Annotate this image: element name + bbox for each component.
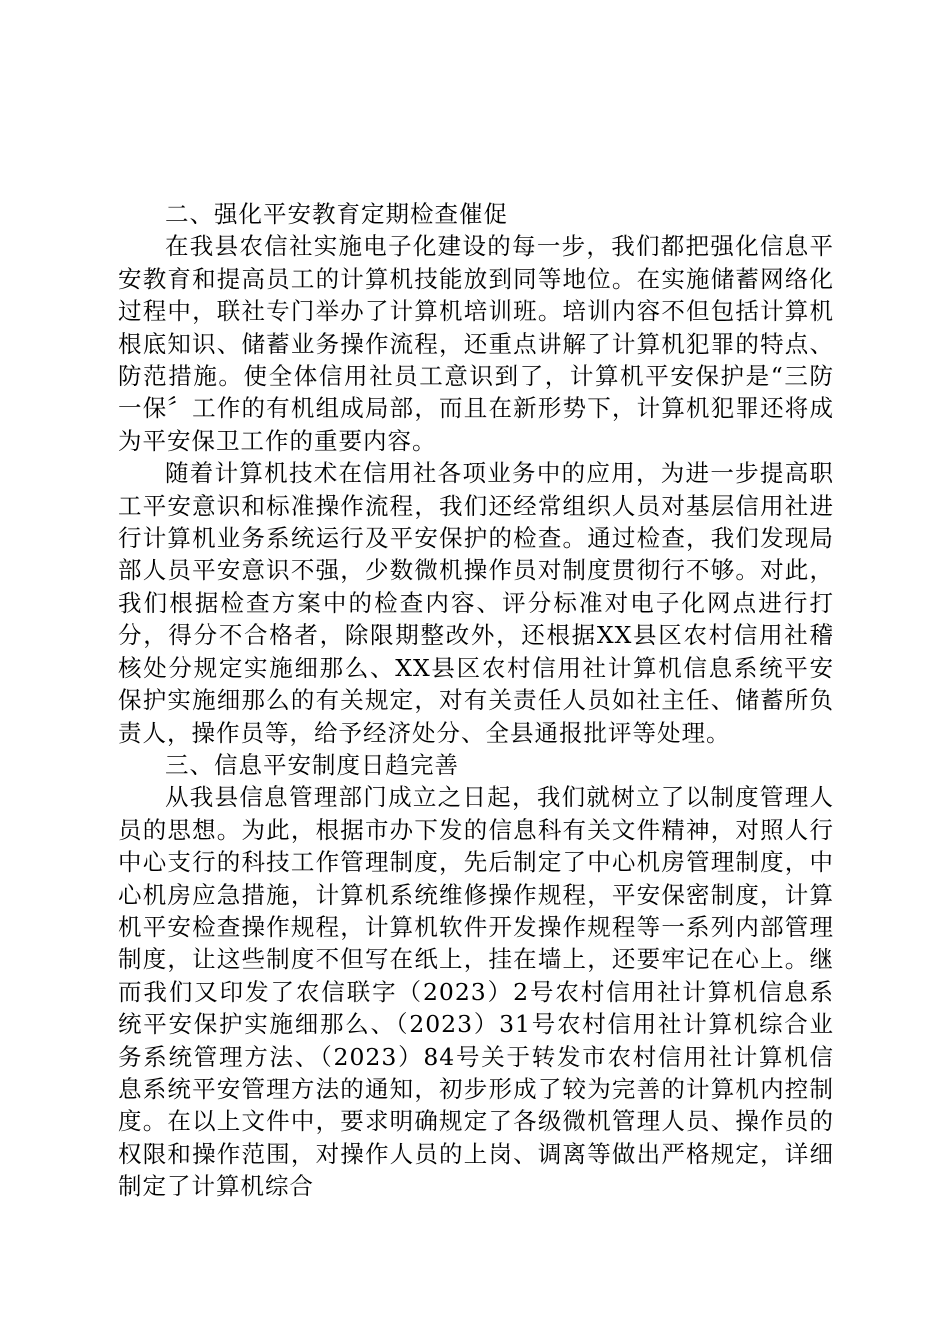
section-3-paragraph-1: 从我县信息管理部门成立之日起，我们就树立了以制度管理人员的思想。为此，根据市办下发的信息科有关文件精神，对照人行中心支行的科技工作管理制度，先后制定了中心机房管理制度，中心机房应急措施，计算机系统维修操作规程，平安保密制度，计算机平安检查操作规程，计算机软件开发操作规程等一系列内部管理制度，让这些制度不但写在纸上，挂在墙上，还要牢记在心上。继而我们又印发了农信联字（2023）2号农村信用社计算机信息系统平安保护实施细那么、（2023）31号农村信用社计算机综合业务系统管理方法、（2023）84号关于转发市农村信用社计算机信息系统平安管理方法的通知，初步形成了较为完善的计算机内控制度。在以上文件中，要求明确规定了各级微机管理人员、操作员的权限和操作范围，对操作人员的上岗、调离等做出严格规定，详细制定了计算机综合 xyxy=(118,783,834,1201)
document-body xyxy=(118,198,834,1203)
section-3-heading: 三、信息平安制度日趋完善 xyxy=(165,750,459,779)
section-2-paragraph-2: 随着计算机技术在信用社各项业务中的应用，为进一步提高职工平安意识和标准操作流程，我们还经常组织人员对基层信用社进行计算机业务系统运行及平安保护的检查。通过检查，我们发现局部人员平安意识不强，少数微机操作员对制度贯彻行不够。对此，我们根据检查方案中的检查内容、评分标准对电子化网点进行打分，得分不合格者，除限期整改外，还根据XX县区农村信用社稽核处分规定实施细那么、XX县区农村信用社计算机信息系统平安保护实施细那么的有关规定，对有关责任人员如社主任、储蓄所负责人，操作员等，给予经济处分、全县通报批评等处理。 xyxy=(118,459,834,747)
section-2-heading: 二、强化平安教育定期检查催促 xyxy=(165,200,508,228)
section-2-paragraph-1: 在我县农信社实施电子化建设的每一步，我们都把强化信息平安教育和提高员工的计算机技能放到同等地位。在实施储蓄网络化过程中，联社专门举办了计算机培训班。培训内容不但包括计算机根底知识、储蓄业务操作流程，还重点讲解了计算机犯罪的特点、防范措施。使全体信用社员工意识到了，计算机平安保护是“三防一保〞工作的有机组成局部，而且在新形势下，计算机犯罪还将成为平安保卫工作的重要内容。 xyxy=(118,232,834,455)
